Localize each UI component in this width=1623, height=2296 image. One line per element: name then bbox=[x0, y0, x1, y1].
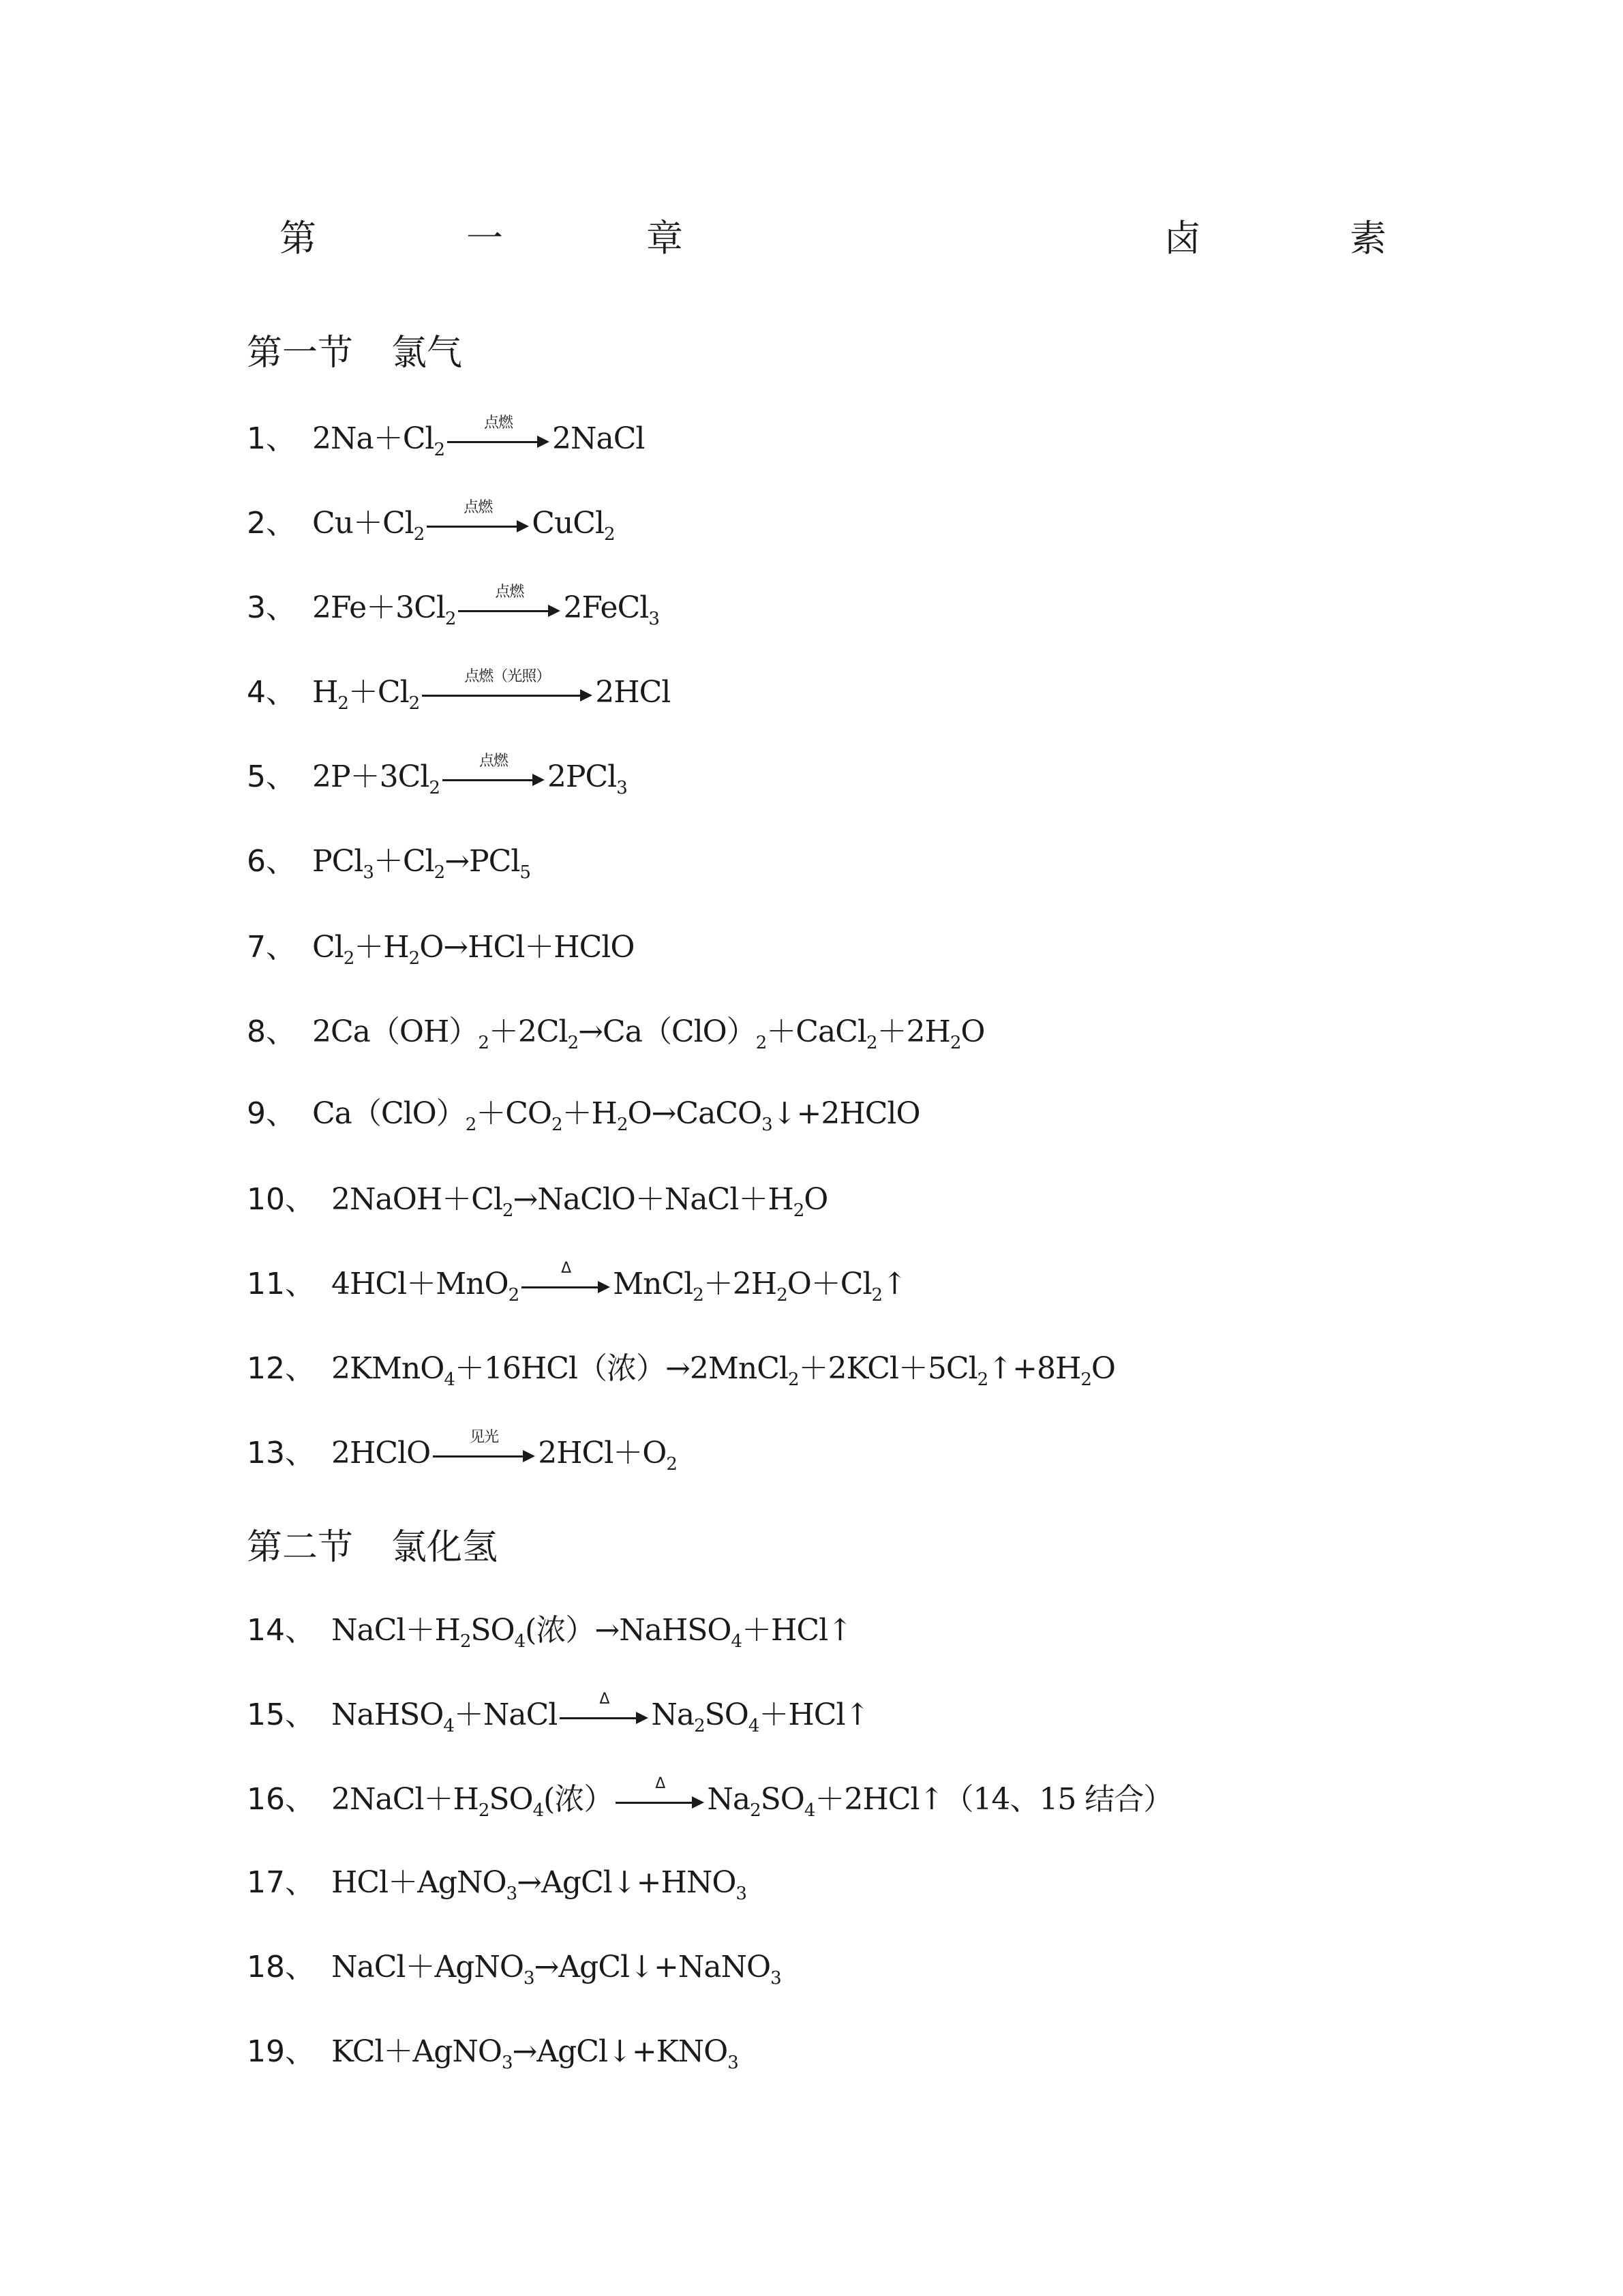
formula-text: Ca（ClO） bbox=[312, 1096, 466, 1131]
formula-text: 2HClO bbox=[331, 1436, 431, 1470]
equation bbox=[247, 1257, 907, 1312]
equation-formula bbox=[331, 1856, 746, 1910]
section-number: 第一节 bbox=[247, 333, 354, 374]
formula-text: ＋NaCl bbox=[453, 1697, 558, 1732]
formula-text: (浓）→NaHSO bbox=[525, 1613, 731, 1648]
reaction-condition: 点燃 bbox=[464, 498, 493, 516]
subscript: 2 bbox=[755, 1033, 767, 1053]
formula-text: 4HCl＋MnO bbox=[331, 1267, 509, 1301]
subscript: 2 bbox=[502, 1200, 513, 1221]
formula-text: (浓） bbox=[543, 1782, 613, 1817]
subscript: 2 bbox=[793, 1200, 804, 1221]
subscript: 2 bbox=[950, 1033, 961, 1053]
equation-formula bbox=[331, 1603, 852, 1658]
formula-text: KCl＋AgNO bbox=[331, 2034, 502, 2069]
reaction-arrow-icon bbox=[442, 752, 545, 794]
formula-text: ＋Cl bbox=[348, 675, 409, 710]
equation-number: 12、 bbox=[247, 1351, 315, 1386]
subscript: 4 bbox=[748, 1716, 759, 1736]
formula-text: SO bbox=[704, 1697, 748, 1732]
formula-text: ＋HCl↑ bbox=[759, 1697, 870, 1732]
formula-text: ＋2Cl bbox=[488, 1014, 568, 1049]
formula-text: NaCl＋AgNO bbox=[331, 1950, 524, 1984]
equation-formula bbox=[331, 1772, 1172, 1827]
equation bbox=[247, 1940, 781, 1995]
equation-formula bbox=[331, 1342, 1115, 1396]
subscript: 3 bbox=[616, 778, 627, 798]
equation-formula bbox=[312, 412, 644, 466]
equation-number: 13、 bbox=[247, 1436, 315, 1470]
equation-formula bbox=[312, 750, 627, 804]
chapter-title-char: 章 bbox=[646, 217, 683, 260]
equation-number: 10、 bbox=[247, 1182, 315, 1217]
formula-text: ↑+8H bbox=[988, 1351, 1081, 1386]
formula-text: MnCl bbox=[613, 1267, 693, 1301]
equation-formula bbox=[312, 665, 670, 720]
formula-text: 2P＋3Cl bbox=[312, 759, 429, 794]
equation bbox=[247, 665, 670, 720]
formula-text: ＋2KCl＋5Cl bbox=[798, 1351, 977, 1386]
subscript: 2 bbox=[413, 524, 425, 545]
subscript: 2 bbox=[776, 1285, 787, 1305]
formula-text: H bbox=[312, 675, 338, 710]
subscript: 2 bbox=[866, 1033, 877, 1053]
chapter-title-char: 第 bbox=[279, 217, 316, 260]
formula-text: ＋2HCl↑（14、15 结合） bbox=[815, 1782, 1173, 1817]
formula-text: ＋CaCl bbox=[766, 1014, 866, 1049]
equation bbox=[247, 412, 644, 466]
subscript: 2 bbox=[551, 1115, 562, 1135]
reaction-arrow-icon bbox=[521, 1259, 610, 1301]
subscript: 2 bbox=[871, 1285, 883, 1305]
equation-formula bbox=[312, 834, 530, 889]
equation bbox=[247, 750, 627, 804]
subscript: 3 bbox=[506, 1884, 517, 1904]
formula-text: →PCl bbox=[444, 844, 520, 879]
section-name: 氯化氢 bbox=[391, 1527, 498, 1568]
formula-text: NaHSO bbox=[331, 1697, 444, 1732]
reaction-condition: 点燃 bbox=[495, 583, 524, 601]
formula-text: 2PCl bbox=[547, 759, 617, 794]
formula-text: →AgCl↓+HNO bbox=[517, 1865, 736, 1900]
formula-text: NaCl＋H bbox=[331, 1613, 460, 1648]
formula-text: 2Fe＋3Cl bbox=[312, 590, 445, 625]
subscript: 2 bbox=[429, 778, 440, 798]
subscript: 4 bbox=[514, 1631, 526, 1652]
subscript: 4 bbox=[444, 1370, 455, 1390]
equation bbox=[247, 1603, 852, 1658]
subscript: 2 bbox=[977, 1370, 988, 1390]
formula-text: SO bbox=[470, 1613, 515, 1648]
equation-formula bbox=[331, 1940, 781, 1995]
reaction-condition: Δ bbox=[655, 1774, 665, 1792]
formula-text: O→HCl＋HClO bbox=[419, 930, 635, 965]
formula-text: O bbox=[1091, 1351, 1115, 1386]
equation-formula bbox=[331, 1426, 677, 1481]
formula-text: CuCl bbox=[532, 506, 605, 541]
equation bbox=[247, 581, 659, 635]
subscript: 2 bbox=[604, 524, 615, 545]
formula-text: ＋HCl↑ bbox=[742, 1613, 853, 1648]
reaction-condition: 点燃 bbox=[479, 752, 508, 770]
formula-text: ＋16HCl（浓）→2MnCl bbox=[454, 1351, 788, 1386]
chapter-title-char: 一 bbox=[466, 217, 503, 260]
formula-text: →NaClO＋NaCl＋H bbox=[513, 1182, 793, 1217]
equation-number: 6、 bbox=[247, 844, 296, 879]
formula-text: →AgCl↓+NaNO bbox=[534, 1950, 771, 1984]
subscript: 3 bbox=[727, 2053, 738, 2073]
formula-text: 2NaOH＋Cl bbox=[331, 1182, 502, 1217]
equation-number: 4、 bbox=[247, 675, 296, 710]
formula-text: 2NaCl＋H bbox=[331, 1782, 479, 1817]
equation bbox=[247, 1856, 746, 1910]
formula-text: O bbox=[960, 1014, 985, 1049]
formula-text: O bbox=[804, 1182, 828, 1217]
subscript: 2 bbox=[478, 1800, 489, 1821]
equation bbox=[247, 920, 634, 975]
equation-formula bbox=[331, 1688, 869, 1742]
subscript: 2 bbox=[465, 1115, 476, 1135]
equation bbox=[247, 1087, 920, 1141]
equation-number: 11、 bbox=[247, 1267, 315, 1301]
subscript: 4 bbox=[731, 1631, 742, 1652]
equation-number: 7、 bbox=[247, 930, 296, 965]
formula-text: 2KMnO bbox=[331, 1351, 444, 1386]
subscript: 3 bbox=[501, 2053, 513, 2073]
subscript: 2 bbox=[1080, 1370, 1091, 1390]
formula-text: ＋CO bbox=[476, 1096, 552, 1131]
reaction-arrow-icon bbox=[447, 414, 549, 456]
formula-text: 2Ca（OH） bbox=[312, 1014, 479, 1049]
equation bbox=[247, 496, 615, 551]
equation bbox=[247, 1342, 1115, 1396]
reaction-arrow-icon bbox=[560, 1690, 648, 1732]
formula-text: 2HCl＋O bbox=[538, 1436, 667, 1470]
equation-number: 5、 bbox=[247, 759, 296, 794]
formula-text: PCl bbox=[312, 844, 363, 879]
subscript: 2 bbox=[459, 1631, 471, 1652]
subscript: 2 bbox=[434, 862, 445, 883]
formula-text: →Ca（ClO） bbox=[578, 1014, 756, 1049]
subscript: 3 bbox=[735, 1884, 746, 1904]
formula-text: 2HCl bbox=[595, 675, 671, 710]
subscript: 3 bbox=[523, 1968, 534, 1989]
equation bbox=[247, 2025, 738, 2079]
subscript: 2 bbox=[337, 693, 348, 714]
subscript: 2 bbox=[343, 948, 354, 969]
chapter-title-char: 素 bbox=[1350, 217, 1386, 260]
equation bbox=[247, 1173, 828, 1227]
equation-formula bbox=[331, 1257, 907, 1312]
reaction-arrow-icon bbox=[427, 498, 529, 541]
formula-text: 2FeCl bbox=[563, 590, 649, 625]
formula-text: Na bbox=[707, 1782, 750, 1817]
formula-text: →AgCl↓+KNO bbox=[512, 2034, 728, 2069]
formula-text: O＋Cl bbox=[787, 1267, 872, 1301]
subscript: 3 bbox=[648, 609, 659, 629]
equation-formula bbox=[312, 920, 634, 975]
reaction-condition: Δ bbox=[561, 1259, 571, 1277]
equation-number: 16、 bbox=[247, 1782, 315, 1817]
equation-number: 19、 bbox=[247, 2034, 315, 2069]
formula-text: Cl bbox=[312, 930, 344, 965]
subscript: 2 bbox=[408, 948, 420, 969]
formula-text: HCl＋AgNO bbox=[331, 1865, 506, 1900]
subscript: 2 bbox=[787, 1370, 799, 1390]
section-title bbox=[247, 326, 462, 380]
equation-formula bbox=[312, 496, 615, 551]
reaction-condition: 点燃 bbox=[484, 414, 513, 432]
subscript: 2 bbox=[508, 1285, 519, 1305]
formula-text: O→CaCO bbox=[627, 1096, 762, 1131]
subscript: 4 bbox=[532, 1800, 544, 1821]
subscript: 2 bbox=[750, 1800, 761, 1821]
equation-number: 9、 bbox=[247, 1096, 296, 1131]
formula-text: Cu＋Cl bbox=[312, 506, 414, 541]
subscript: 5 bbox=[519, 862, 530, 883]
equation-formula bbox=[331, 1173, 828, 1227]
equation-formula bbox=[312, 581, 659, 635]
subscript: 2 bbox=[693, 1285, 703, 1305]
subscript: 2 bbox=[567, 1033, 579, 1053]
formula-text: ＋H bbox=[562, 1096, 617, 1131]
equation-number: 14、 bbox=[247, 1613, 315, 1648]
reaction-arrow-icon bbox=[433, 1428, 535, 1470]
formula-text: 2NaCl bbox=[552, 421, 645, 456]
subscript: 3 bbox=[761, 1115, 772, 1135]
subscript: 2 bbox=[666, 1454, 677, 1475]
reaction-arrow-icon bbox=[422, 667, 592, 710]
equation-number: 18、 bbox=[247, 1950, 315, 1984]
formula-text: ＋H bbox=[354, 930, 409, 965]
section-name: 氯气 bbox=[391, 333, 463, 374]
subscript: 2 bbox=[434, 440, 445, 460]
equation bbox=[247, 834, 530, 889]
equation-number: 17、 bbox=[247, 1865, 315, 1900]
equation bbox=[247, 1005, 984, 1059]
formula-text: SO bbox=[489, 1782, 533, 1817]
subscript: 2 bbox=[408, 693, 420, 714]
equation-number: 1、 bbox=[247, 421, 296, 456]
subscript: 2 bbox=[444, 609, 456, 629]
equation-number: 2、 bbox=[247, 506, 296, 541]
chapter-title-char: 卤 bbox=[1164, 217, 1201, 260]
subscript: 2 bbox=[694, 1716, 705, 1736]
equation-formula bbox=[312, 1005, 984, 1059]
reaction-arrow-icon bbox=[458, 583, 560, 625]
subscript: 3 bbox=[363, 862, 374, 883]
section-title bbox=[247, 1520, 498, 1575]
equation bbox=[247, 1772, 1172, 1827]
formula-text: ＋2H bbox=[877, 1014, 950, 1049]
equation-number: 3、 bbox=[247, 590, 296, 625]
reaction-condition: 见光 bbox=[470, 1428, 499, 1446]
equation bbox=[247, 1426, 677, 1481]
subscript: 2 bbox=[478, 1033, 489, 1053]
subscript: 2 bbox=[616, 1115, 628, 1135]
formula-text: 2Na＋Cl bbox=[312, 421, 434, 456]
equation-formula bbox=[312, 1087, 920, 1141]
formula-text: ＋Cl bbox=[373, 844, 434, 879]
reaction-condition: Δ bbox=[599, 1690, 609, 1708]
subscript: 3 bbox=[770, 1968, 781, 1989]
chapter-title bbox=[0, 211, 1623, 266]
reaction-condition: 点燃（光照） bbox=[464, 667, 551, 685]
formula-text: Na bbox=[651, 1697, 695, 1732]
equation-number: 15、 bbox=[247, 1697, 315, 1732]
formula-text: ↑ bbox=[882, 1267, 907, 1301]
equation bbox=[247, 1688, 869, 1742]
equation-formula bbox=[331, 2025, 738, 2079]
subscript: 4 bbox=[804, 1800, 815, 1821]
formula-text: ＋2H bbox=[703, 1267, 777, 1301]
section-number: 第二节 bbox=[247, 1527, 354, 1568]
formula-text: ↓+2HClO bbox=[772, 1096, 920, 1131]
reaction-arrow-icon bbox=[616, 1774, 704, 1817]
equation-number: 8、 bbox=[247, 1014, 296, 1049]
formula-text: SO bbox=[760, 1782, 804, 1817]
subscript: 4 bbox=[443, 1716, 454, 1736]
